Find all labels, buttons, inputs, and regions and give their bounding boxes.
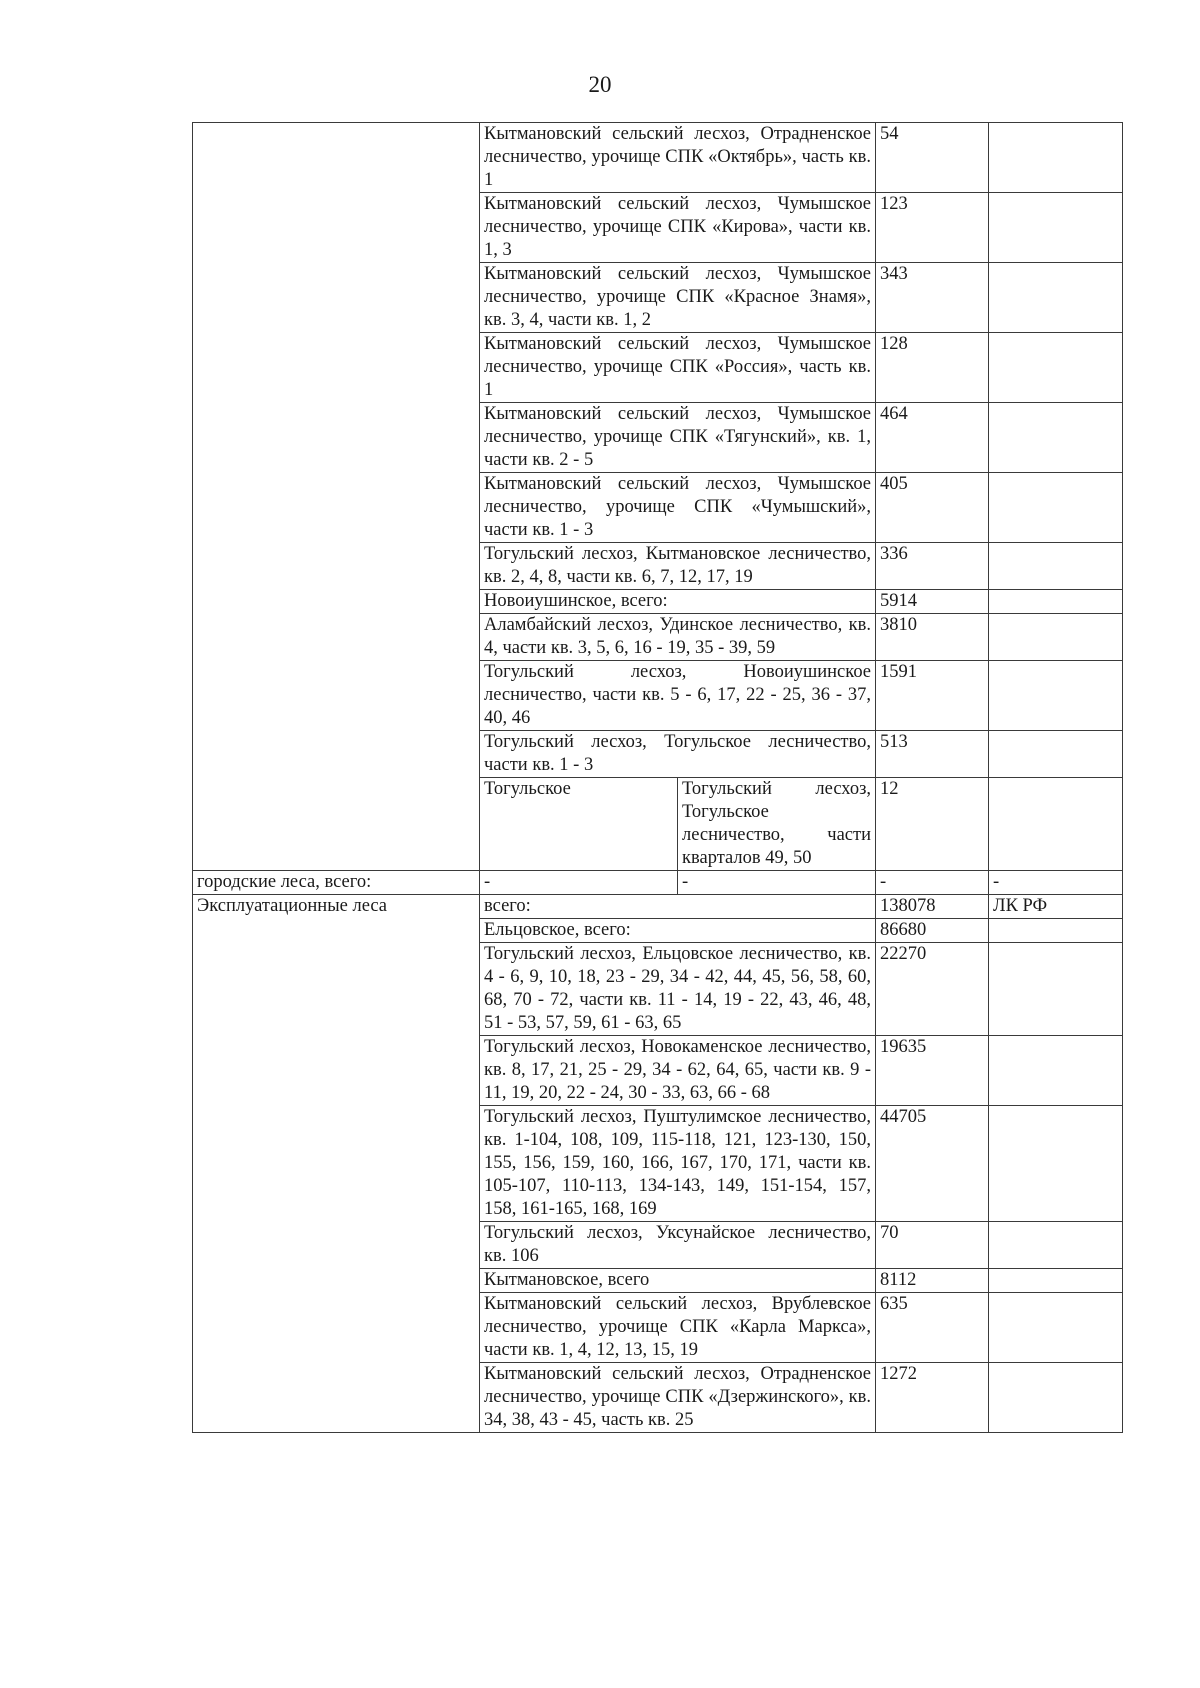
- location-cell: Тогульский лесхоз, Тогульское лесничество, части кв. 1 - 3: [480, 731, 876, 778]
- location-cell: Аламбайский лесхоз, Удинское лесничество, кв. 4, части кв. 3, 5, 6, 16 - 19, 35 - 39, 59: [480, 614, 876, 661]
- area-cell: 5914: [876, 590, 989, 614]
- law-cell: [989, 1363, 1123, 1433]
- location-cell: Тогульский лесхоз, Уксунайское лесничество, кв. 106: [480, 1222, 876, 1269]
- area-cell: 635: [876, 1293, 989, 1363]
- law-cell: [989, 614, 1123, 661]
- area-cell: 405: [876, 473, 989, 543]
- category-cell: Эксплуатационные леса: [193, 895, 480, 1433]
- law-cell: [989, 661, 1123, 731]
- forest-allocation-table: [192, 122, 1123, 1433]
- area-cell: 336: [876, 543, 989, 590]
- table-row: [193, 871, 1123, 895]
- subtotal-cell: всего:: [480, 895, 876, 919]
- location-cell: Кытмановский сельский лесхоз, Отрадненское лесничество, урочище СПК «Дзержинского», кв. 34, 38, 43 - 45, часть кв. 25: [480, 1363, 876, 1433]
- law-cell: [989, 731, 1123, 778]
- subtotal-cell: Новоиушинское, всего:: [480, 590, 876, 614]
- location-cell: Кытмановский сельский лесхоз, Чумышское лесничество, урочище СПК «Кирова», части кв. 1, 3: [480, 193, 876, 263]
- area-cell: 44705: [876, 1106, 989, 1222]
- area-cell: 464: [876, 403, 989, 473]
- location-cell: Тогульский лесхоз, Ельцовское лесничество, кв. 4 - 6, 9, 10, 18, 23 - 29, 34 - 42, 44, 45, 56, 58, 60, 68, 70 - 72, части кв. 11 - 14, 19 - 22, 43, 46, 48, 51 - 53, 57, 59, 61 - 63, 65: [480, 943, 876, 1036]
- district-cell: Тогульское: [480, 778, 678, 871]
- area-cell: 1591: [876, 661, 989, 731]
- table-row: [193, 123, 1123, 193]
- area-cell: 54: [876, 123, 989, 193]
- law-cell: [989, 123, 1123, 193]
- law-cell: [989, 193, 1123, 263]
- location-cell: Тогульский лесхоз, Новокаменское лесничество, кв. 8, 17, 21, 25 - 29, 34 - 62, 64, 65, части кв. 9 - 11, 19, 20, 22 - 24, 30 - 33, 63, 66 - 68: [480, 1036, 876, 1106]
- area-cell: -: [876, 871, 989, 895]
- law-cell: [989, 1293, 1123, 1363]
- location-cell: Кытмановский сельский лесхоз, Врублевское лесничество, урочище СПК «Карла Маркса», части кв. 1, 4, 12, 13, 15, 19: [480, 1293, 876, 1363]
- area-cell: 138078: [876, 895, 989, 919]
- law-cell: [989, 543, 1123, 590]
- area-cell: 22270: [876, 943, 989, 1036]
- location-cell: Кытмановский сельский лесхоз, Отрадненское лесничество, урочище СПК «Октябрь», часть кв. 1: [480, 123, 876, 193]
- district-cell: -: [480, 871, 678, 895]
- location-cell: Тогульский лесхоз, Пуштулимское лесничество, кв. 1-104, 108, 109, 115-118, 121, 123-130, 150, 155, 156, 159, 160, 166, 167, 170, 171, части кв. 105-107, 110-113, 134-143, 149, 151-154, 157, 158, 161-165, 168, 169: [480, 1106, 876, 1222]
- area-cell: 86680: [876, 919, 989, 943]
- area-cell: 3810: [876, 614, 989, 661]
- law-cell: [989, 403, 1123, 473]
- location-cell: Кытмановский сельский лесхоз, Чумышское лесничество, урочище СПК «Красное Знамя», кв. 3, 4, части кв. 1, 2: [480, 263, 876, 333]
- location-cell: -: [678, 871, 876, 895]
- subtotal-cell: Кытмановское, всего: [480, 1269, 876, 1293]
- location-cell: Тогульский лесхоз, Кытмановское лесничество, кв. 2, 4, 8, части кв. 6, 7, 12, 17, 19: [480, 543, 876, 590]
- area-cell: 70: [876, 1222, 989, 1269]
- law-cell: -: [989, 871, 1123, 895]
- location-cell: Кытмановский сельский лесхоз, Чумышское лесничество, урочище СПК «Россия», часть кв. 1: [480, 333, 876, 403]
- law-cell: [989, 590, 1123, 614]
- category-cell: городские леса, всего:: [193, 871, 480, 895]
- location-cell: Тогульский лесхоз, Новоиушинское лесничество, части кв. 5 - 6, 17, 22 - 25, 36 - 37, 40, 46: [480, 661, 876, 731]
- page-number: 20: [588, 72, 612, 97]
- law-cell: [989, 263, 1123, 333]
- law-cell: [989, 1269, 1123, 1293]
- law-cell: [989, 778, 1123, 871]
- law-cell: [989, 1036, 1123, 1106]
- law-cell: [989, 473, 1123, 543]
- category-cell-empty: [193, 123, 480, 871]
- location-cell: Кытмановский сельский лесхоз, Чумышское лесничество, урочище СПК «Тягунский», кв. 1, части кв. 2 - 5: [480, 403, 876, 473]
- location-cell: Тогульский лесхоз, Тогульское лесничество, части кварталов 49, 50: [678, 778, 876, 871]
- table-row: [193, 895, 1123, 919]
- area-cell: 12: [876, 778, 989, 871]
- subtotal-cell: Ельцовское, всего:: [480, 919, 876, 943]
- area-cell: 19635: [876, 1036, 989, 1106]
- area-cell: 128: [876, 333, 989, 403]
- law-cell: [989, 333, 1123, 403]
- area-cell: 343: [876, 263, 989, 333]
- area-cell: 123: [876, 193, 989, 263]
- law-cell: [989, 919, 1123, 943]
- law-cell: ЛК РФ: [989, 895, 1123, 919]
- law-cell: [989, 1222, 1123, 1269]
- area-cell: 513: [876, 731, 989, 778]
- law-cell: [989, 943, 1123, 1036]
- area-cell: 8112: [876, 1269, 989, 1293]
- law-cell: [989, 1106, 1123, 1222]
- location-cell: Кытмановский сельский лесхоз, Чумышское лесничество, урочище СПК «Чумышский», части кв. 1 - 3: [480, 473, 876, 543]
- area-cell: 1272: [876, 1363, 989, 1433]
